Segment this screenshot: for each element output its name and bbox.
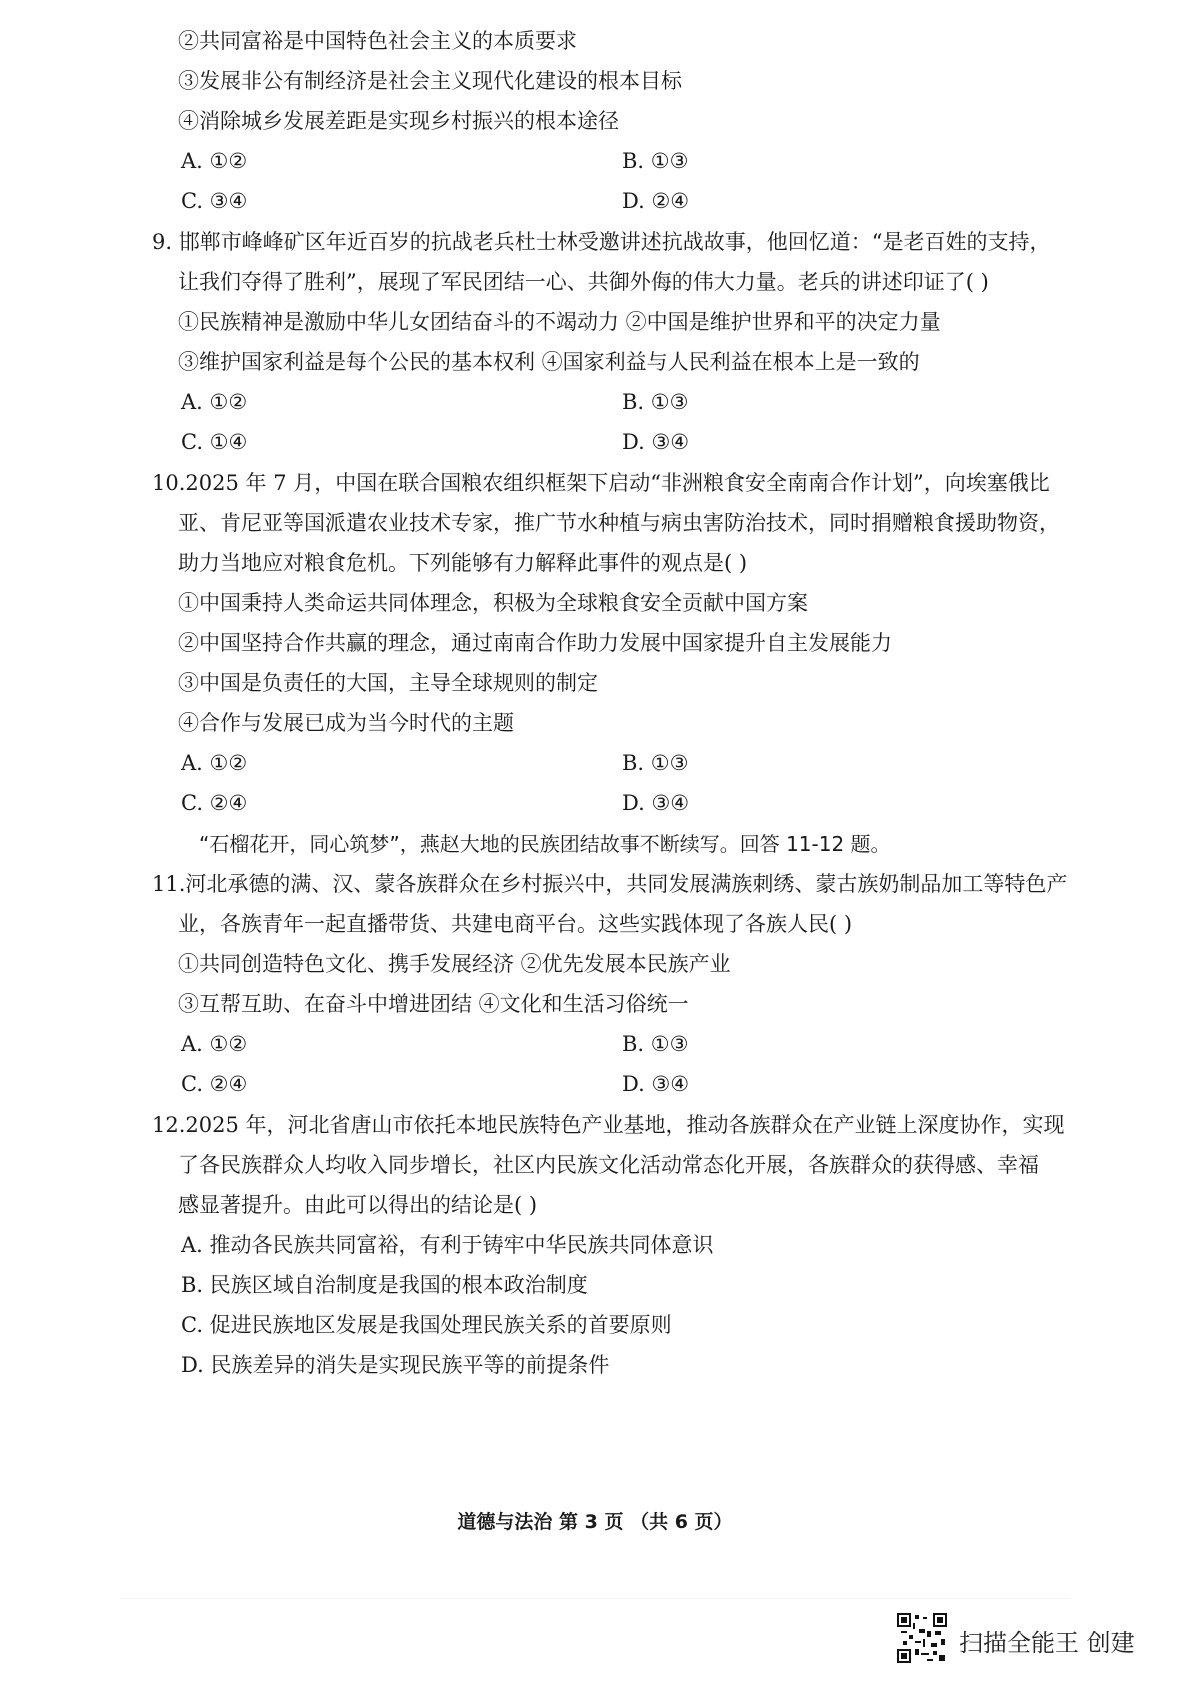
q9-items-row-2: ③维护国家利益是每个公民的基本权利 ④国家利益与人民利益在根本上是一致的 — [178, 350, 920, 374]
q11-option-b: B. ①③ — [622, 1032, 689, 1056]
q11-stem-line-1: 11.河北承德的满、汉、蒙各族群众在乡村振兴中，共同发展满族刺绣、蒙古族奶制品加工等特色产 — [152, 872, 1068, 896]
page-footer: 道德与法治 第 3 页 （共 6 页） — [457, 1511, 733, 1533]
q9-option-b: B. ①③ — [622, 390, 689, 414]
q12-option-d: D. 民族差异的消失是实现民族平等的前提条件 — [181, 1353, 610, 1377]
q9-stem-line-1: 9. 邯郸市峰峰矿区年近百岁的抗战老兵杜士林受邀讲述抗战故事，他回忆道：“是老百姓的支持， — [152, 230, 1051, 254]
q8-item-2: ②共同富裕是中国特色社会主义的本质要求 — [178, 29, 577, 53]
qr-code-icon — [897, 1613, 947, 1663]
q10-stem-line-3: 助力当地应对粮食危机。下列能够有力解释此事件的观点是( ) — [178, 551, 748, 575]
q12-stem-line-1: 12.2025 年，河北省唐山市依托本地民族特色产业基地，推动各族群众在产业链上深度协作，实现 — [152, 1113, 1065, 1137]
q11-option-c: C. ②④ — [181, 1072, 248, 1096]
q8-option-c: C. ③④ — [181, 189, 248, 213]
q8-option-d: D. ②④ — [622, 189, 690, 213]
q11-items-row-1: ①共同创造特色文化、携手发展经济 ②优先发展本民族产业 — [178, 952, 731, 976]
q10-item-3: ③中国是负责任的大国，主导全球规则的制定 — [178, 671, 598, 695]
q10-item-2: ②中国坚持合作共赢的理念，通过南南合作助力发展中国家提升自主发展能力 — [178, 631, 892, 655]
q11-option-a: A. ①② — [181, 1032, 248, 1056]
q10-option-d: D. ③④ — [622, 791, 690, 815]
q8-option-a: A. ①② — [181, 149, 248, 173]
q11-stem-line-2: 业，各族青年一起直播带货、共建电商平台。这些实践体现了各族人民( ) — [178, 912, 853, 936]
q12-option-a: A. 推动各民族共同富裕，有利于铸牢中华民族共同体意识 — [181, 1233, 714, 1257]
q12-option-b: B. 民族区域自治制度是我国的根本政治制度 — [181, 1273, 588, 1297]
q8-item-4: ④消除城乡发展差距是实现乡村振兴的根本途径 — [178, 109, 619, 133]
q10-option-a: A. ①② — [181, 751, 248, 775]
divider — [120, 1598, 1070, 1599]
q8-item-3: ③发展非公有制经济是社会主义现代化建设的根本目标 — [178, 69, 682, 93]
q8-option-b: B. ①③ — [622, 149, 689, 173]
q10-option-c: C. ②④ — [181, 791, 248, 815]
q10-item-4: ④合作与发展已成为当今时代的主题 — [178, 711, 514, 735]
passage-intro: “石榴花开，同心筑梦”，燕赵大地的民族团结故事不断续写。回答 11-12 题。 — [199, 832, 891, 856]
q9-option-a: A. ①② — [181, 390, 248, 414]
q9-stem-line-2: 让我们夺得了胜利”，展现了军民团结一心、共御外侮的伟大力量。老兵的讲述印证了( ) — [178, 270, 989, 294]
q11-option-d: D. ③④ — [622, 1072, 690, 1096]
q11-items-row-2: ③互帮互助、在奋斗中增进团结 ④文化和生活习俗统一 — [178, 992, 689, 1016]
q9-option-c: C. ①④ — [181, 430, 248, 454]
q10-stem-line-1: 10.2025 年 7 月，中国在联合国粮农组织框架下启动“非洲粮食安全南南合作计划”，向埃塞俄比 — [152, 471, 1050, 495]
q9-items-row-1: ①民族精神是激励中华儿女团结奋斗的不竭动力 ②中国是维护世界和平的决定力量 — [178, 310, 941, 334]
q12-option-c: C. 促进民族地区发展是我国处理民族关系的首要原则 — [181, 1313, 672, 1337]
scanner-label: 扫描全能王 创建 — [959, 1629, 1135, 1657]
q10-item-1: ①中国秉持人类命运共同体理念，积极为全球粮食安全贡献中国方案 — [178, 591, 808, 615]
q10-stem-line-2: 亚、肯尼亚等国派遣农业技术专家，推广节水种植与病虫害防治技术，同时捐赠粮食援助物资， — [178, 511, 1060, 535]
q12-stem-line-3: 感显著提升。由此可以得出的结论是( ) — [178, 1193, 538, 1217]
q10-option-b: B. ①③ — [622, 751, 689, 775]
q9-option-d: D. ③④ — [622, 430, 690, 454]
q12-stem-line-2: 了各民族群众人均收入同步增长，社区内民族文化活动常态化开展，各族群众的获得感、幸福 — [178, 1153, 1039, 1177]
